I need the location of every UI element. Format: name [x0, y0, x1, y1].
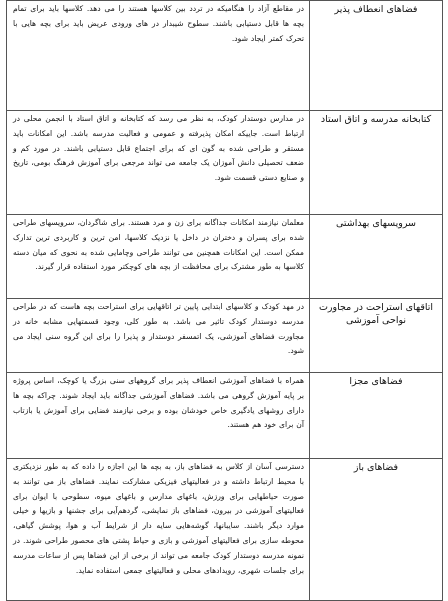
space-description: در مدارس دوستدار کودک، به نظر می رسد که کتابخانه و اتاق استاد با انجمن محلی در ارتباط است. جاییکه امکان پذیرفته و عمومی و فعالیت مدرسه باشد. این امکانات باید مستقر و طراحی شده به گون ای که برای اجتماع قابل دستیابی باشند. در مورد کم و ضعف تحصیلی دانش آموزان یک جامعه می تواند مرجعی برای آموزش فرهنگ بومی، تاریخ و صنایع دستی قسمت شود.	[13, 114, 304, 183]
table-row	[7, 1, 443, 111]
space-name: فضاهای باز	[353, 462, 399, 473]
table-row	[7, 459, 443, 601]
space-name-cell	[310, 373, 443, 459]
space-name: اتاقهای استراحت در مجاورت نواحی آموزشی	[318, 302, 434, 327]
space-name: فضاهای مجزا	[349, 376, 403, 387]
space-description-cell	[7, 111, 310, 215]
space-description: معلمان نیازمند امکانات جداگانه برای زن و مرد هستند. برای شاگردان، سرویسهای طراحی شده برای پسران و دختران در داخل یا نزدیک کلاسها، امن ترین و کاربردی ترین تدارک ممکن است. این امکانات همچنین می توانند طراحی وچامایی شده به نحوی که میان دسته کلاسها به طور مشترک برای محافظت از بچه های کوچکتر مورد استفاده قرار گیرند.	[13, 218, 304, 272]
space-description: در مهد کودک و کلاسهای ابتدایی پایین تر اتاقهایی برای استراحت بچه هاست که در طراحی مدرسه دوستدار کودک تاثیر می باشد. به طور کلی، وجود قسمتهایی مشابه خانه در مجاورت فضاهای آموزشی، یک اتمسفر دوستدار و پذیرا را برای این گروه سنی ایجاد می شود.	[13, 302, 304, 356]
space-name-cell	[310, 215, 443, 299]
space-name: فضاهای انعطاف پذیر	[334, 4, 418, 15]
space-name-cell	[310, 459, 443, 601]
space-description-cell	[7, 373, 310, 459]
table-row	[7, 111, 443, 215]
space-name-cell	[310, 111, 443, 215]
space-description-cell	[7, 459, 310, 601]
space-name: کتابخانه مدرسه و اتاق استاد	[320, 114, 432, 125]
space-name: سرویسهای بهداشتی	[335, 218, 417, 229]
space-name-cell	[310, 299, 443, 373]
space-name-cell	[310, 1, 443, 111]
spaces-table	[6, 0, 443, 601]
space-description-cell	[7, 1, 310, 111]
space-description-cell	[7, 215, 310, 299]
space-description: همراه با فضاهای آموزشی انعطاف پذیر برای گروههای سنی بزرگ یا کوچک، اساس پروژه بر پایه آموزش گروهی می باشد. فضاهای آموزشی جداگانه باید ایجاد شوند. چراکه بچه ها دارای روشهای یادگیری خاص خودشان بوده و برخی نیازمند فضایی برای آموزش یا بازتاب آن برای خود هم هستند.	[13, 376, 304, 430]
table-row	[7, 299, 443, 373]
table-row	[7, 215, 443, 299]
space-description: دسترسی آسان از کلاس به فضاهای باز، به بچه ها این اجازه را داده که به طور نزدیکتری با محیط ارتباط داشته و در فعالیتهای فیزیکی مشارکت نمایند. فضاهای باز می توانند به صورت حیاطهایی برای ورزش، باغهای مدارس و باغهای میوه، سطوحی با ایوان برای فعالیتهای آموزشی در بیرون، فضاهای باز نمایشی، گردهم‌آیی برای جشنها و بازیها و خیلی موارد دیگر باشند. سایبانها، گوشه‌هایی سایه دار از شرایط آب و هوا، پوشش گیاهی، محوطه سازی برای فعالیتهای آموزشی و بازی و حیاط پشتی های محصور طراحی شوند. در نمونه مدرسه دوستدار کودک جامعه می تواند از برخی از این فضاها پس از ساعات مدرسه برای جلسات شهری، رویدادهای محلی و فعالیتهای جمعی استفاده نماید.	[13, 462, 304, 575]
space-description: در مقاطع آزاد را هنگامیکه در تردد بین کلاسها هستند را می دهد. کلاسها باید برای تمام بچه ها قابل دستیابی باشند. سطوح شیبدار در های ورودی عریض باید برای بچه هایی با تحرک کمتر ایجاد شود.	[13, 4, 304, 43]
table-row	[7, 373, 443, 459]
space-description-cell	[7, 299, 310, 373]
